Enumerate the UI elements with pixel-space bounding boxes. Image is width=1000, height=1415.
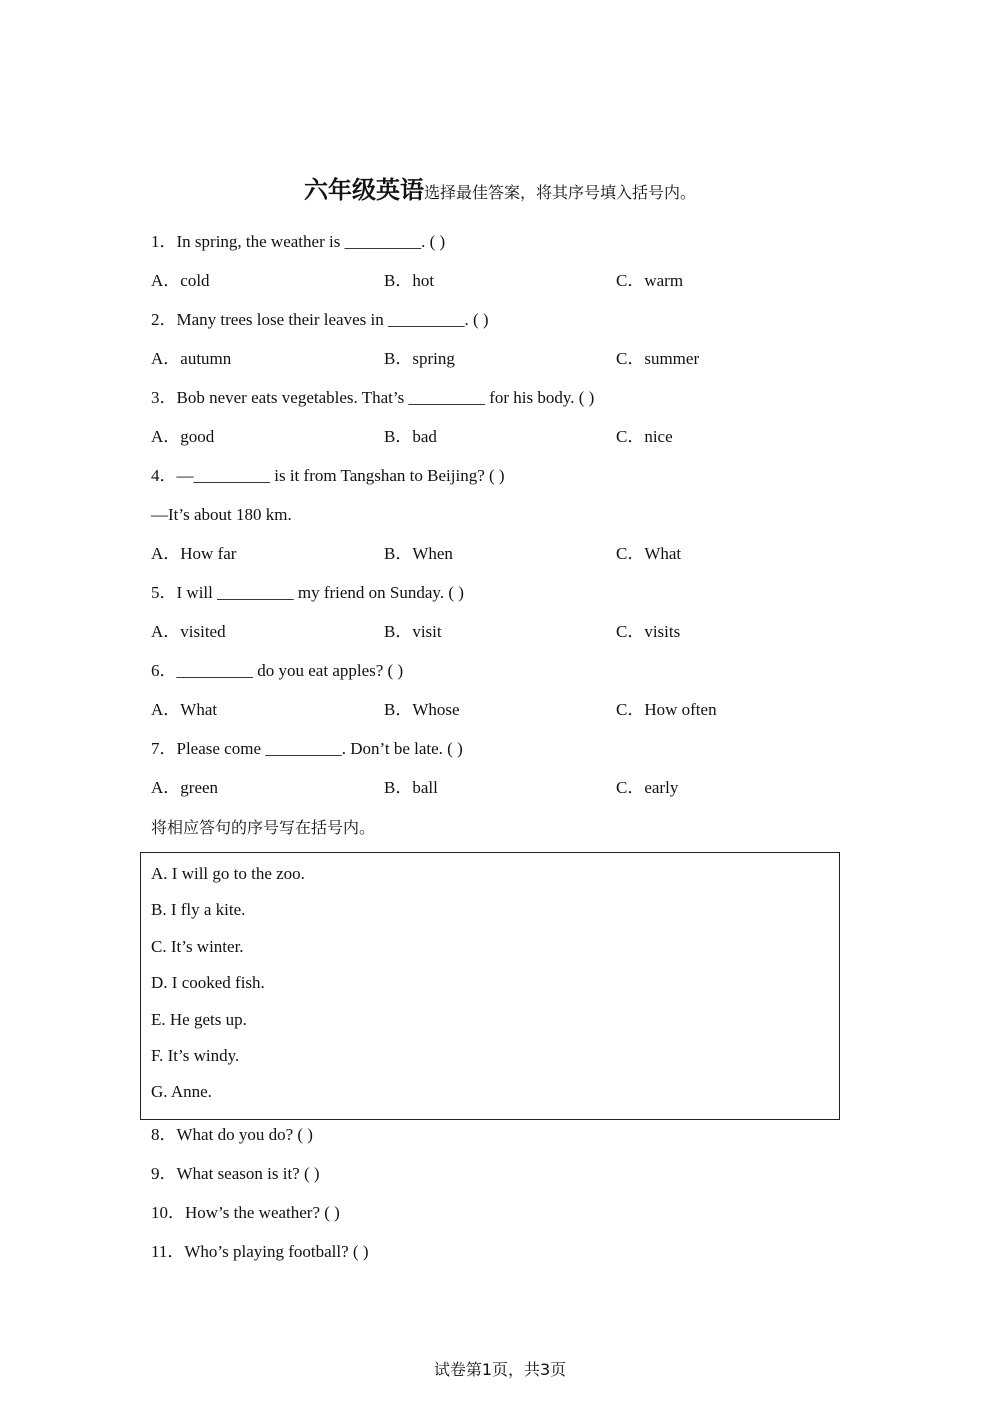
- q6-option-a: A．What: [151, 700, 218, 719]
- page-title: [0, 170, 1000, 205]
- question-number: 3．: [151, 388, 177, 407]
- q5-option-c: C．visits: [616, 622, 681, 641]
- question-7: [151, 739, 463, 759]
- q7-option-c: C．early: [616, 778, 679, 797]
- answer-option-b: B. I fly a kite.: [151, 900, 246, 919]
- q3-option-c: C．nice: [616, 427, 673, 446]
- question-10: [151, 1203, 340, 1223]
- answer-option-e: E. He gets up.: [151, 1010, 247, 1029]
- section1-instruction: 选择最佳答案，将其序号填入括号内。: [423, 183, 696, 202]
- answer-option-a: A. I will go to the zoo.: [151, 864, 305, 883]
- question-5: [151, 583, 464, 603]
- question-2: [151, 310, 489, 330]
- q3-option-b: B．bad: [384, 427, 437, 446]
- q4-option-c: C．What: [616, 544, 682, 563]
- q4-option-b: B．When: [384, 544, 453, 563]
- answer-option-g: G. Anne.: [151, 1082, 212, 1101]
- question-number: 6．: [151, 661, 177, 680]
- question-9: [151, 1164, 320, 1184]
- question-number: 8．: [151, 1125, 177, 1144]
- question-text: What do you do? ( ): [176, 1125, 313, 1144]
- question-text: Many trees lose their leaves in _________. ( ): [176, 310, 489, 329]
- question-text: I will _________ my friend on Sunday. ( ): [176, 583, 464, 602]
- question-number: 10．: [151, 1203, 185, 1222]
- title-main: 六年级英语: [303, 176, 424, 204]
- question-4-answer-line: —It’s about 180 km.: [151, 505, 292, 524]
- section2-instruction: 将相应答句的序号写在括号内。: [151, 818, 376, 837]
- question-text: What season is it? ( ): [176, 1164, 320, 1183]
- question-text: —_________ is it from Tangshan to Beijing? ( ): [176, 466, 505, 485]
- q4-option-a: A．How far: [151, 544, 237, 563]
- question-text: How’s the weather? ( ): [185, 1203, 340, 1222]
- q2-option-c: C．summer: [616, 349, 700, 368]
- question-number: 5．: [151, 583, 177, 602]
- question-text: _________ do you eat apples? ( ): [176, 661, 404, 680]
- answer-options-box: [140, 852, 840, 1120]
- q2-option-b: B．spring: [384, 349, 455, 368]
- answer-option-d: D. I cooked fish.: [151, 973, 265, 992]
- question-11: [151, 1242, 369, 1262]
- q1-option-c: C．warm: [616, 271, 684, 290]
- question-number: 4．: [151, 466, 177, 485]
- answer-option-f: F. It’s windy.: [151, 1046, 240, 1065]
- question-6: [151, 661, 403, 681]
- q6-option-b: B．Whose: [384, 700, 460, 719]
- question-4: [151, 466, 505, 486]
- question-text: In spring, the weather is _________. ( ): [176, 232, 446, 251]
- question-text: Please come _________. Don’t be late. ( ): [176, 739, 463, 758]
- question-8: [151, 1125, 313, 1145]
- q6-option-c: C．How often: [616, 700, 717, 719]
- question-number: 11．: [151, 1242, 185, 1261]
- question-text: Who’s playing football? ( ): [184, 1242, 369, 1261]
- q1-option-b: B．hot: [384, 271, 435, 290]
- q2-option-a: A．autumn: [151, 349, 232, 368]
- q7-option-a: A．green: [151, 778, 219, 797]
- question-text: Bob never eats vegetables. That’s _________ for his body. ( ): [176, 388, 595, 407]
- question-number: 7．: [151, 739, 177, 758]
- q1-option-a: A．cold: [151, 271, 210, 290]
- answer-option-c: C. It’s winter.: [151, 937, 244, 956]
- q5-option-a: A．visited: [151, 622, 226, 641]
- question-number: 9．: [151, 1164, 177, 1183]
- question-1: [151, 232, 445, 252]
- q3-option-a: A．good: [151, 427, 215, 446]
- q7-option-b: B．ball: [384, 778, 438, 797]
- question-3: [151, 388, 594, 408]
- page-footer: 试卷第1页，共3页: [433, 1360, 567, 1379]
- question-number: 1．: [151, 232, 177, 251]
- q5-option-b: B．visit: [384, 622, 442, 641]
- question-number: 2．: [151, 310, 177, 329]
